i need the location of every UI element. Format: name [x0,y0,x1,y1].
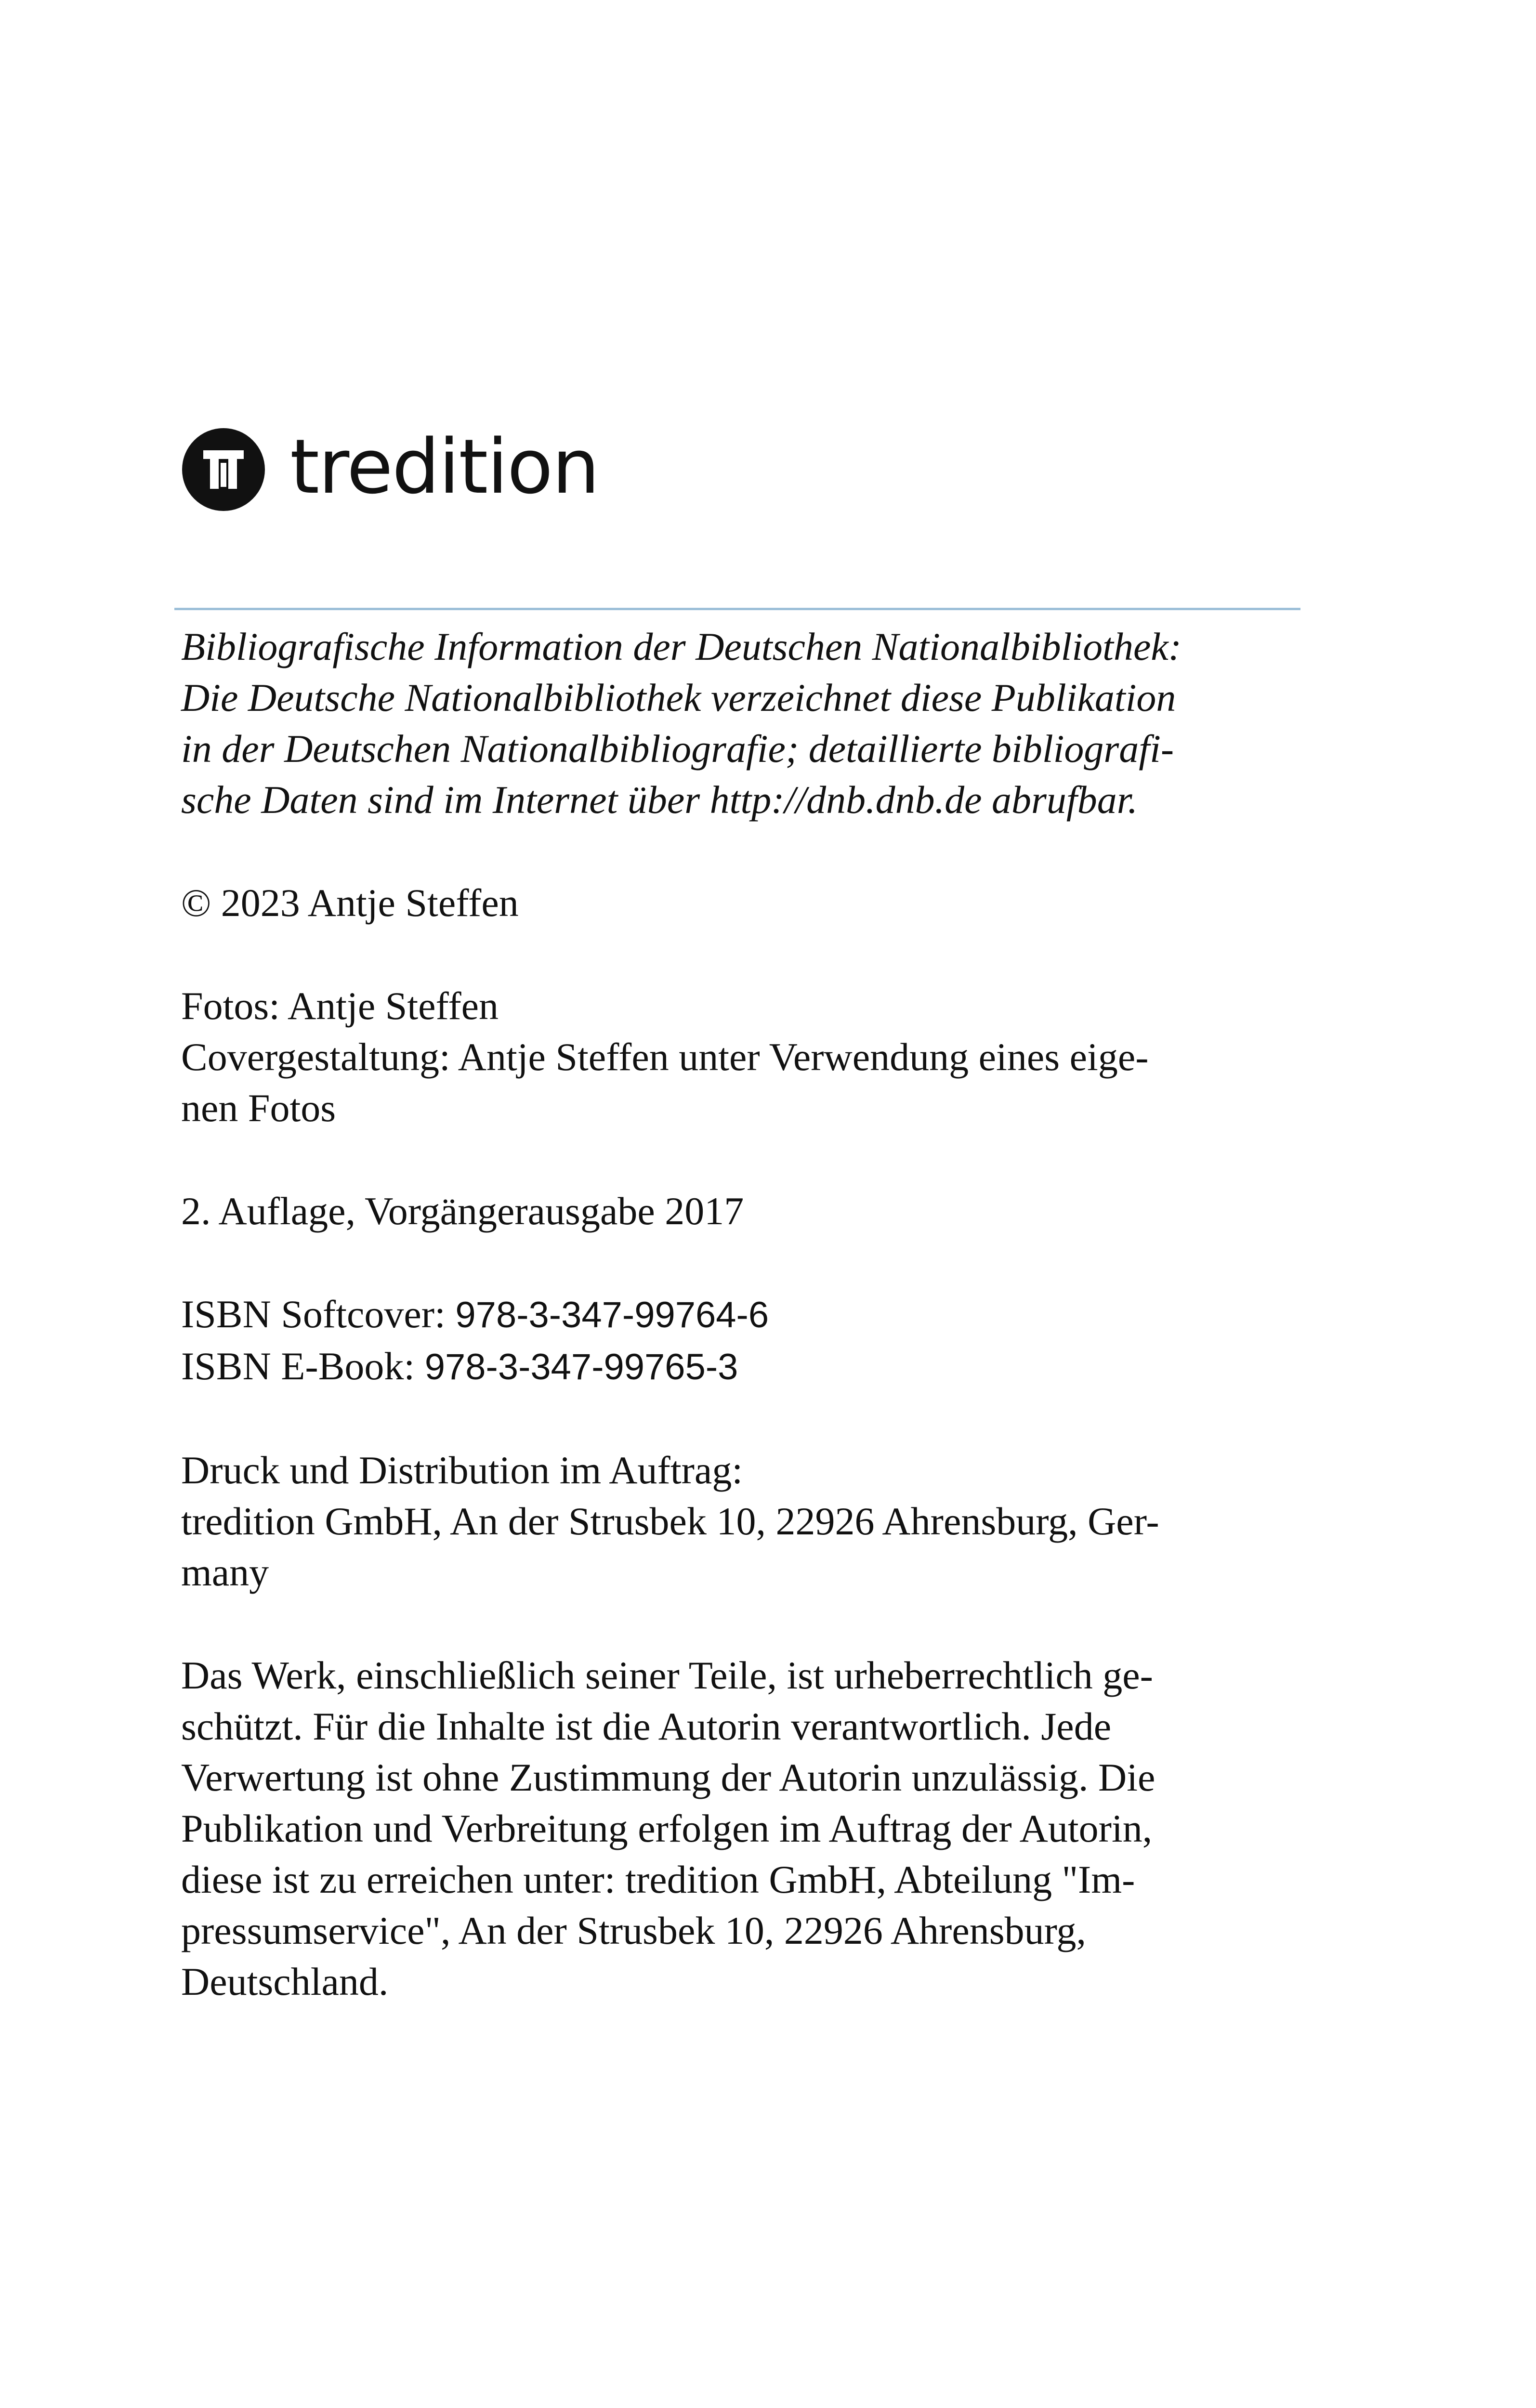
credits-line: nen Fotos [181,1086,336,1130]
spacer [181,825,1303,877]
divider-rule [174,608,1300,610]
legal-line: Publikation und Verbreitung erfolgen im Auftrag der Autorin, [181,1806,1153,1850]
spacer [181,1598,1303,1650]
credits-line: Covergestaltung: Antje Steffen unter Verwendung eines eige- [181,1035,1149,1079]
bibliographic-line: in der Deutschen Nationalbibliografie; detaillierte bibliografi- [181,727,1174,771]
bibliographic-line: sche Daten sind im Internet über http://dnb.dnb.de abrufbar. [181,778,1138,822]
isbn-ebook-label: ISBN E-Book: [181,1344,425,1388]
spacer [181,1134,1303,1186]
credits-line: Fotos: Antje Steffen [181,984,499,1028]
logo-wordmark: tredition [290,423,599,510]
bibliographic-line: Die Deutsche Nationalbibliothek verzeichnet diese Publikation [181,676,1176,720]
isbn-softcover-label: ISBN Softcover: [181,1292,456,1336]
isbn-block [181,1289,1303,1393]
legal-line: schützt. Für die Inhalte ist die Autorin verantwortlich. Jede [181,1704,1112,1748]
isbn-ebook [181,1341,1303,1393]
distribution-line: many [181,1550,269,1594]
distribution-line: Druck und Distribution im Auftrag: [181,1448,743,1492]
isbn-ebook-value: 978-3-347-99765-3 [424,1347,738,1387]
isbn-softcover [181,1289,1303,1341]
distribution-line: tredition GmbH, An der Strusbek 10, 22926 Ahrensburg, Ger- [181,1499,1159,1543]
legal-line: Das Werk, einschließlich seiner Teile, ist urheberrechtlich ge- [181,1653,1153,1697]
spacer [181,1393,1303,1445]
spacer [181,1237,1303,1289]
publisher-logo [182,424,599,515]
legal-notice [181,1650,1303,2007]
copyright-notice [181,877,1303,929]
tredition-logo-icon [182,428,265,511]
credits [181,981,1303,1134]
legal-line: Deutschland. [181,1960,389,2003]
bibliographic-notice [181,621,1303,825]
bibliographic-line: Bibliografische Information der Deutschen Nationalbibliothek: [181,625,1182,668]
legal-line: Verwertung ist ohne Zustimmung der Autorin unzulässig. Die [181,1755,1155,1799]
imprint-text [181,621,1303,2007]
copyright-line: © 2023 Antje Steffen [181,881,519,925]
legal-line: diese ist zu erreichen unter: tredition GmbH, Abteilung "Im- [181,1858,1135,1901]
distribution-notice [181,1445,1303,1598]
spacer [181,929,1303,981]
legal-line: pressumservice", An der Strusbek 10, 22926 Ahrensburg, [181,1909,1086,1952]
edition-notice [181,1186,1303,1237]
edition-line: 2. Auflage, Vorgängerausgabe 2017 [181,1189,744,1233]
isbn-softcover-value: 978-3-347-99764-6 [455,1295,769,1335]
